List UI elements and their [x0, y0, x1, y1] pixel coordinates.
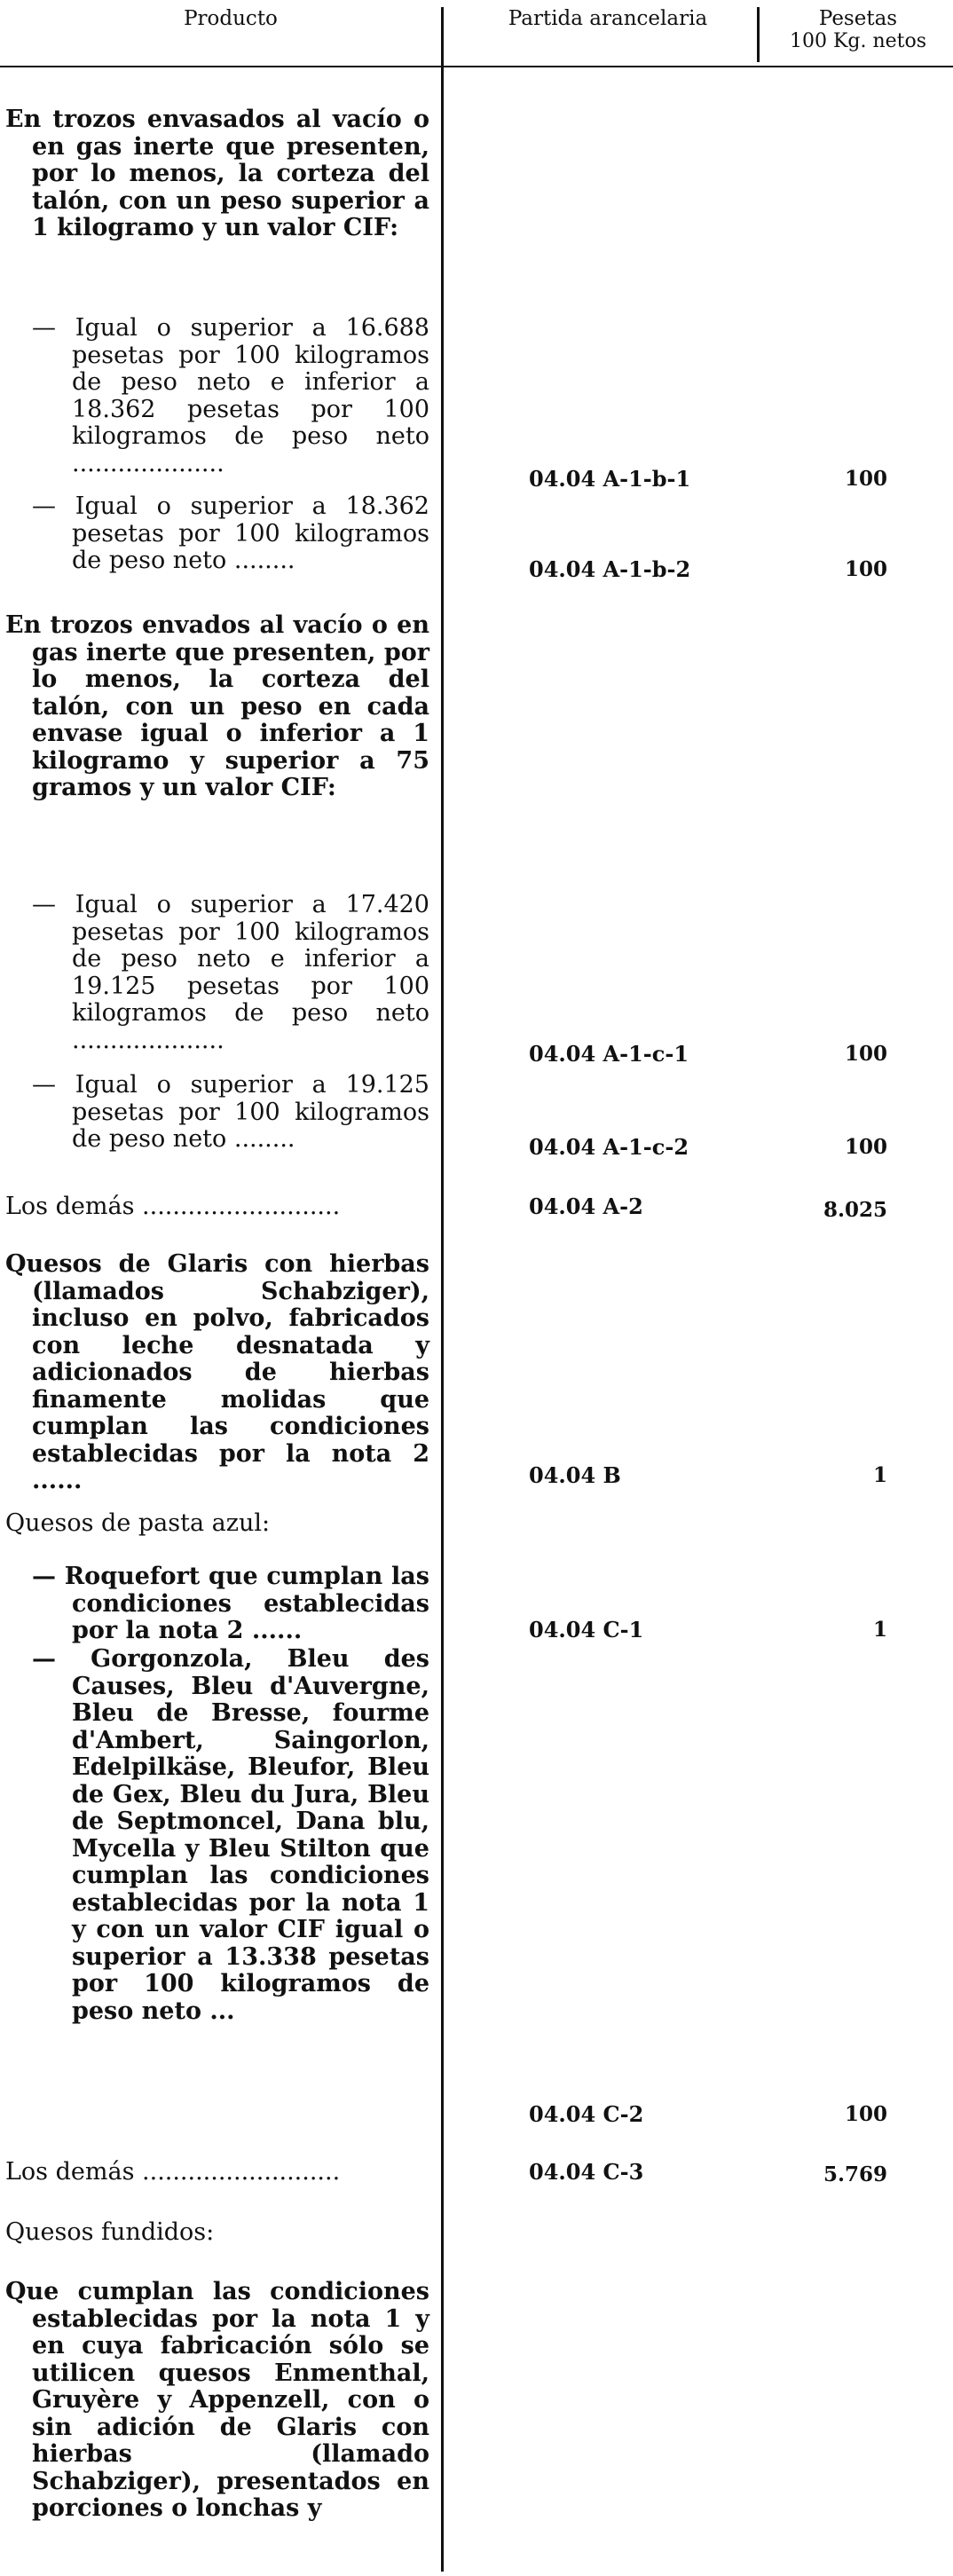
partida-value: 04.04 A-1-b-1: [529, 466, 691, 492]
partida-value: 04.04 A-1-c-2: [529, 1134, 689, 1160]
product-entry-quesos-fundidos: Quesos fundidos:: [5, 2218, 215, 2246]
pesetas-value: 8.025: [823, 1198, 887, 1222]
product-entry-los-demas: Los demás ..........................: [5, 1193, 341, 1220]
partida-value: 04.04 A-1-c-1: [529, 1041, 689, 1067]
product-entry-subitem: — Igual o superior a 19.125 pesetas por 100 kilogramos de peso neto ........: [32, 1071, 429, 1153]
pesetas-value: 5.769: [823, 2162, 887, 2186]
pesetas-value: 100: [844, 2102, 887, 2126]
header-producto: Producto: [184, 7, 278, 30]
partida-value: 04.04 A-1-b-2: [529, 556, 691, 582]
header-rule: [0, 66, 953, 67]
pesetas-value: 1: [872, 1463, 887, 1487]
column-divider-left: [441, 7, 444, 2572]
product-entry-trozos-envasados: En trozos envasados al vacío o en gas inerte que presenten, por lo menos, la corteza del talón, con un peso superior a 1 kilogramo y un valor CIF:: [5, 106, 429, 241]
product-entry-los-demas: Los demás ..........................: [5, 2158, 341, 2186]
product-entry-trozos-envados: En trozos envados al vacío o en gas inerte que presenten, por lo menos, la corteza del talón, con un peso en cada envase igual o inferior a 1 kilogramo y superior a 75 gramos y un valor CIF:: [5, 611, 429, 801]
partida-value: 04.04 A-2: [529, 1193, 643, 1219]
pesetas-value: 100: [844, 1042, 887, 1066]
partida-value: 04.04 C-3: [529, 2159, 644, 2185]
header-partida-arancelaria: Partida arancelaria: [508, 7, 708, 30]
product-entry-subitem: — Igual o superior a 18.362 pesetas por 100 kilogramos de peso neto ........: [32, 492, 429, 574]
product-entry-quesos-glaris: Quesos de Glaris con hierbas (llamados Schabziger), incluso en polvo, fabricados con leche desnatada y adicionados de hierbas finamente molidas que cumplan las condiciones establecidas por la nota 2 ......: [5, 1250, 429, 1494]
pesetas-value: 1: [872, 1618, 887, 1642]
product-entry-roquefort: — Roquefort que cumplan las condiciones establecidas por la nota 2 ......: [32, 1563, 429, 1644]
pesetas-value: 100: [844, 1135, 887, 1159]
partida-value: 04.04 B: [529, 1462, 621, 1488]
partida-value: 04.04 C-1: [529, 1617, 644, 1642]
partida-value: 04.04 C-2: [529, 2101, 644, 2127]
header-pesetas: Pesetas: [818, 7, 898, 30]
column-divider-right: [757, 7, 760, 62]
product-entry-condiciones-nota-1: Que cumplan las condiciones establecidas por la nota 1 y en cuya fabricación sólo se utilicen quesos Enmenthal, Gruyère y Appenzell, con o sin adición de Glaris con hierbas (llamado Schabziger), presentados en porciones o lonchas y: [5, 2278, 429, 2522]
pesetas-value: 100: [844, 557, 887, 581]
header-pesetas-unit: 100 Kg. netos: [789, 30, 927, 52]
product-entry-gorgonzola: — Gorgonzola, Bleu des Causes, Bleu d'Auvergne, Bleu de Bresse, fourme d'Ambert, Saingorlon, Edelpilkäse, Bleufor, Bleu de Gex, Bleu du Jura, Bleu de Septmoncel, Dana blu, Mycella y Bleu Stilton que cumplan las condiciones establecidas por la nota 1 y con un valor CIF igual o superior a 13.338 pesetas por 100 kilogramos de peso neto ...: [32, 1645, 429, 2025]
product-entry-subitem: — Igual o superior a 17.420 pesetas por 100 kilogramos de peso neto e inferior a 19.125 pesetas por 100 kilogramos de peso neto ....................: [32, 891, 429, 1054]
pesetas-value: 100: [844, 467, 887, 491]
product-entry-subitem: — Igual o superior a 16.688 pesetas por 100 kilogramos de peso neto e inferior a 18.362 pesetas por 100 kilogramos de peso neto ....................: [32, 314, 429, 477]
product-entry-quesos-pasta-azul: Quesos de pasta azul:: [5, 1509, 271, 1537]
